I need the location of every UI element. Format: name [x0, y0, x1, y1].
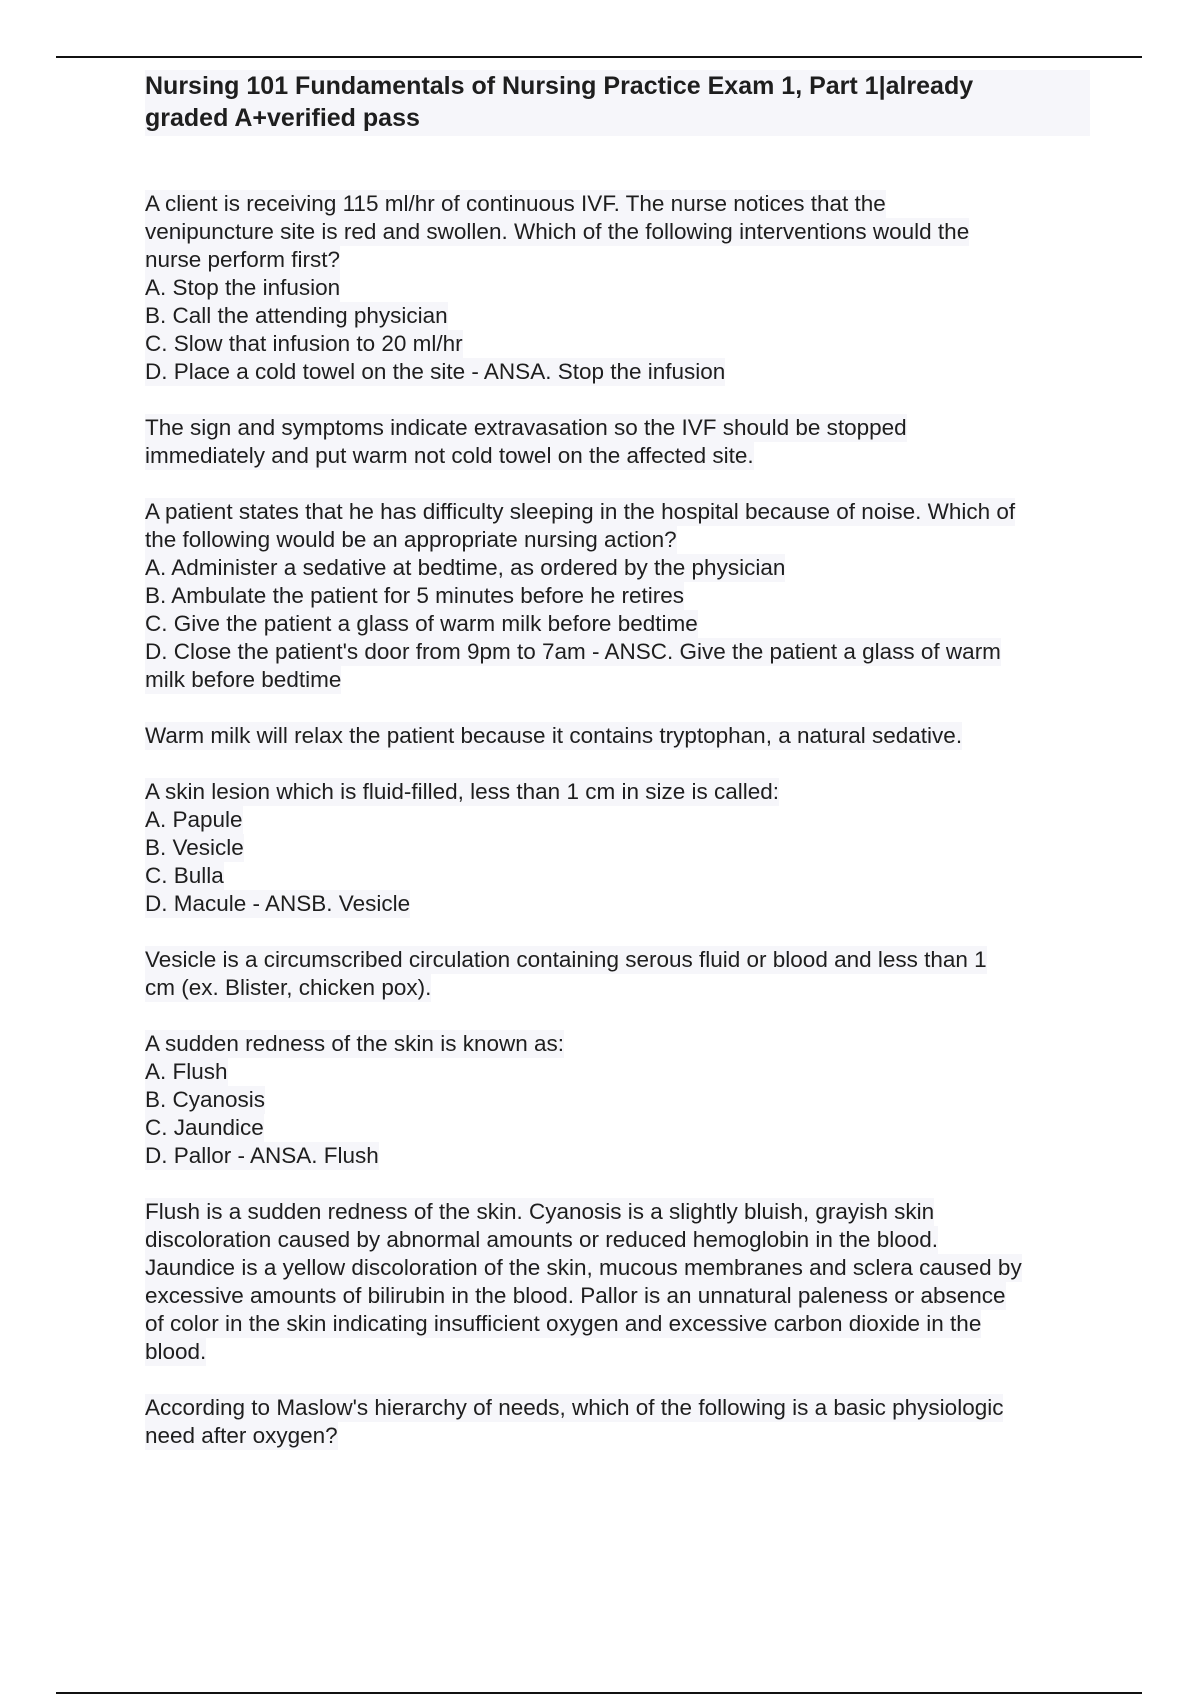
title-line: Nursing 101 Fundamentals of Nursing Practice Exam 1, Part 1|already [145, 72, 974, 100]
text-line: A. Papule [145, 807, 243, 832]
text-line: Flush is a sudden redness of the skin. Cyanosis is a slightly bluish, grayish skin [145, 1199, 935, 1224]
text-line: A sudden redness of the skin is known as: [145, 1031, 564, 1056]
text-line: D. Pallor - ANSA. Flush [145, 1143, 379, 1168]
text-line: The sign and symptoms indicate extravasation so the IVF should be stopped [145, 415, 907, 440]
text-line: B. Cyanosis [145, 1087, 266, 1112]
document-title [145, 70, 1090, 136]
text-line: the following would be an appropriate nursing action? [145, 527, 677, 552]
text-block [145, 414, 1090, 470]
text-line: C. Jaundice [145, 1115, 264, 1140]
text-line: A patient states that he has difficulty sleeping in the hospital because of noise. Which of [145, 499, 1016, 524]
text-block [145, 946, 1090, 1002]
text-line: blood. [145, 1339, 207, 1364]
text-line: According to Maslow's hierarchy of needs, which of the following is a basic physiologic [145, 1395, 1004, 1420]
text-line: B. Call the attending physician [145, 303, 448, 328]
text-line: Warm milk will relax the patient because it contains tryptophan, a natural sedative. [145, 723, 963, 748]
document-page [145, 70, 1090, 1478]
text-line: A. Flush [145, 1059, 228, 1084]
text-block [145, 190, 1090, 386]
text-line: D. Close the patient's door from 9pm to 7am - ANSC. Give the patient a glass of warm [145, 639, 1001, 664]
title-line: graded A+verified pass [145, 104, 420, 132]
text-line: immediately and put warm not cold towel on the affected site. [145, 443, 754, 468]
text-line: need after oxygen? [145, 1423, 338, 1448]
text-line: D. Macule - ANSB. Vesicle [145, 891, 411, 916]
text-line: excessive amounts of bilirubin in the blood. Pallor is an unnatural paleness or absence [145, 1283, 1006, 1308]
text-block [145, 1198, 1090, 1366]
text-line: of color in the skin indicating insufficient oxygen and excessive carbon dioxide in the [145, 1311, 982, 1336]
text-block [145, 1030, 1090, 1170]
text-line: C. Bulla [145, 863, 224, 888]
text-block [145, 498, 1090, 694]
text-line: discoloration caused by abnormal amounts or reduced hemoglobin in the blood. [145, 1227, 938, 1252]
text-line: D. Place a cold towel on the site - ANSA. Stop the infusion [145, 359, 726, 384]
text-line: A skin lesion which is fluid-filled, less than 1 cm in size is called: [145, 779, 780, 804]
text-line: C. Give the patient a glass of warm milk before bedtime [145, 611, 698, 636]
text-line: cm (ex. Blister, chicken pox). [145, 975, 432, 1000]
text-line: Vesicle is a circumscribed circulation containing serous fluid or blood and less than 1 [145, 947, 987, 972]
footer-rule [56, 1692, 1142, 1694]
text-line: venipuncture site is red and swollen. Which of the following interventions would the [145, 219, 970, 244]
text-line: nurse perform first? [145, 247, 341, 272]
text-line: milk before bedtime [145, 667, 342, 692]
text-line: B. Ambulate the patient for 5 minutes before he retires [145, 583, 685, 608]
text-line: A. Stop the infusion [145, 275, 341, 300]
text-line: A client is receiving 115 ml/hr of continuous IVF. The nurse notices that the [145, 191, 886, 216]
text-line: A. Administer a sedative at bedtime, as ordered by the physician [145, 555, 786, 580]
header-rule [56, 56, 1142, 58]
text-block [145, 722, 1090, 750]
text-block [145, 1394, 1090, 1450]
text-block [145, 778, 1090, 918]
text-line: C. Slow that infusion to 20 ml/hr [145, 331, 463, 356]
text-line: B. Vesicle [145, 835, 244, 860]
text-line: Jaundice is a yellow discoloration of the skin, mucous membranes and sclera caused by [145, 1255, 1022, 1280]
document-body [145, 190, 1090, 1450]
